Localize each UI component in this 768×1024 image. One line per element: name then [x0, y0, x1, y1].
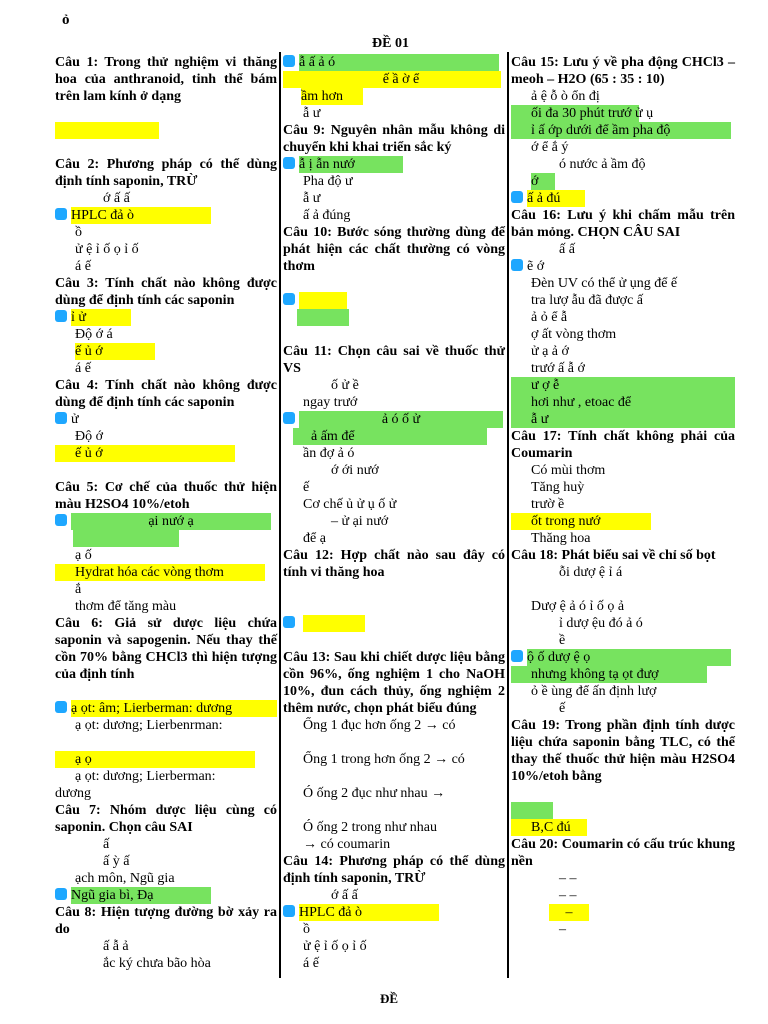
option: Dượ ệ ả ó ỉ ố ọ ả — [531, 599, 625, 614]
option: ấ ả đú — [527, 190, 585, 207]
option: HPLC đả ò — [71, 207, 211, 224]
option: – — [549, 904, 589, 921]
option: Ó ống 2 đục như nhau → — [303, 786, 446, 801]
option: tra lượ ẫu đã được ấ — [531, 293, 643, 308]
option: ớ ấ ấ — [103, 191, 130, 206]
question-2: Câu 2: Phương pháp có thể dùng định tính saponin, TRỪ — [55, 157, 277, 189]
option: ớ ấ ấ — [331, 888, 358, 903]
option: ấ ấ — [559, 242, 575, 257]
option: ộ ố dượ ệ ọ — [527, 649, 731, 666]
option: ẫ ị ẫn nướ — [299, 156, 403, 173]
option: trườ ề — [531, 497, 565, 512]
option: Hydrat hóa các vòng thơm — [55, 564, 265, 581]
question-7: Câu 7: Nhóm dược liệu cùng có saponin. Chọn câu SAI — [55, 803, 277, 835]
answer-highlight — [299, 292, 347, 309]
answer-marker — [55, 514, 67, 526]
option: ỗi dượ ệ ỉ á — [559, 565, 623, 580]
question-18: Câu 18: Phát biểu sai về chỉ số bọt — [511, 548, 716, 563]
option: để ạ — [303, 531, 326, 546]
option: – ử ại nướ — [331, 514, 389, 529]
option: B,C đú — [511, 819, 587, 836]
option: ử ạ ả ớ — [531, 344, 569, 359]
option: ế ủ ớ — [55, 445, 235, 462]
option: ạ ọ — [55, 751, 255, 768]
option: – – — [559, 871, 577, 886]
option: ợ ất vòng thơm — [531, 327, 617, 342]
answer-marker — [55, 412, 67, 424]
option: ớ ể ắ ý — [531, 140, 569, 155]
answer-marker — [283, 157, 295, 169]
option: Độ ớ á — [75, 327, 113, 342]
option: Đèn UV có thể ử ụng để ế — [531, 276, 678, 291]
option: Ó ống 2 trong như nhau — [303, 820, 437, 835]
column-3 — [511, 54, 735, 938]
option: ối đa 30 phút trướ ử ụ — [511, 105, 639, 122]
option: ỉ ấ ớp dưới để ầm pha độ — [511, 122, 731, 139]
option: ầm hơn — [301, 88, 363, 105]
option: ế — [303, 480, 310, 495]
option: ế ủ ớ — [75, 343, 155, 360]
option: Pha độ ư — [303, 174, 353, 189]
answer-marker — [283, 616, 295, 628]
option: á ế — [303, 956, 319, 971]
option: ngay trướ — [303, 395, 358, 410]
option: ẫ ấ ả ó — [299, 54, 499, 71]
option: ạ ọt: dương; Lierbenrman: — [75, 718, 223, 733]
option: ề — [559, 633, 566, 648]
option: ẫ ư — [303, 191, 321, 206]
question-4: Câu 4: Tính chất nào không được dùng để định tính các saponin — [55, 378, 277, 410]
option: ại nướ ạ — [71, 513, 271, 530]
option: HPLC đả ò — [299, 904, 439, 921]
option: ả ấm để — [293, 428, 487, 445]
option: nhưng không tạ ọt đượ — [511, 666, 707, 683]
column-1 — [55, 54, 277, 972]
question-13: Câu 13: Sau khi chiết dược liệu bằng cồn 96%, ống nghiệm 1 cho NaOH 10%, đun cách thủy, ống nghiệm 2 thêm nước, chọn phát biểu đúng — [283, 650, 505, 716]
option: ớ ới nướ — [331, 463, 379, 478]
option: ạ ọt: âm; Lierberman: dương — [71, 700, 277, 717]
answer-marker — [283, 293, 295, 305]
option: ả ỏ ể ẫ — [531, 310, 568, 325]
answer-highlight — [303, 615, 365, 632]
option: Cơ chế ủ ử ụ ố ử — [303, 497, 397, 512]
question-15: Câu 15: Lưu ý về pha động CHCl3 – meoh – H2O (65 : 35 : 10) — [511, 55, 735, 87]
question-17: Câu 17: Tính chất không phải của Coumarin — [511, 429, 735, 461]
option: ẽ ớ — [527, 259, 545, 274]
option: dương — [55, 786, 91, 801]
question-6: Câu 6: Giả sử dược liệu chứa saponin và sapogenin. Nếu thay thế cồn 70% bằng CHCl3 thì hiện tượng của định tính — [55, 616, 277, 682]
column-divider — [279, 52, 281, 978]
answer-highlight — [511, 802, 553, 819]
option: thơm để tăng màu — [75, 599, 177, 614]
question-9: Câu 9: Nguyên nhân mẫu không di chuyển khi khai triển sắc ký — [283, 123, 505, 155]
answer-marker — [55, 888, 67, 900]
option: ả ệ ỗ ò ổn đị — [531, 89, 600, 104]
answer-marker — [511, 650, 523, 662]
option: → có coumarin — [303, 837, 391, 852]
option: ạ ố — [75, 548, 92, 563]
option: á ế — [75, 259, 91, 274]
option: ồ — [75, 225, 82, 240]
question-16: Câu 16: Lưu ý khi chấm mẫu trên bản mỏng. CHỌN CÂU SAI — [511, 208, 735, 240]
option: ỉ dượ ệu đó ả ó — [559, 616, 643, 631]
question-1: Câu 1: Trong thử nghiệm vi thăng hoa của anthranoid, tinh thể bám trên lam kính ở dạng — [55, 55, 277, 104]
option: ố ử ề — [331, 378, 359, 393]
option: ần đợ ả ó — [303, 446, 355, 461]
answer-highlight — [55, 122, 159, 139]
option: Tăng huỳ — [531, 480, 585, 495]
option: Ngũ gia bì, Đạ — [71, 887, 211, 904]
question-10: Câu 10: Bước sóng thường dùng để phát hiện các chất thường có vòng thơm — [283, 225, 505, 274]
question-11: Câu 11: Chọn câu sai về thuốc thử VS — [283, 344, 505, 376]
column-2 — [283, 54, 505, 972]
page-top-mark: ỏ — [62, 12, 70, 28]
column-divider — [507, 52, 509, 978]
question-5: Câu 5: Cơ chế của thuốc thử hiện màu H2SO4 10%/etoh — [55, 480, 277, 512]
question-3: Câu 3: Tính chất nào không được dùng để định tính các saponin — [55, 276, 277, 308]
option: ạch môn, Ngũ gia — [75, 871, 175, 886]
option: ấ — [103, 837, 110, 852]
option: ấ ẫ ả — [103, 939, 129, 954]
option: hơi như , etoac để — [511, 394, 735, 411]
option: ắ — [75, 582, 82, 597]
option: ắc ký chưa bão hòa — [103, 956, 211, 971]
answer-marker — [55, 310, 67, 322]
answer-marker — [55, 701, 67, 713]
option: ỏ ề ùng để ấn định lượ — [531, 684, 657, 699]
option: ó nước ả ầm độ — [559, 157, 646, 172]
option: Ống 1 trong hơn ống 2 → có — [303, 752, 465, 767]
option: ấ ỳ ấ — [103, 854, 130, 869]
answer-marker — [55, 208, 67, 220]
option: ả ó ố ử — [299, 411, 503, 428]
answer-marker — [283, 905, 295, 917]
option: Ống 1 đục hơn ống 2 → có — [303, 718, 456, 733]
option: Độ ớ — [75, 429, 104, 444]
answer-marker — [283, 412, 295, 424]
option: ế — [559, 701, 566, 716]
page-title: ĐỀ 01 — [372, 36, 409, 51]
option: ư ợ ễ — [511, 377, 735, 394]
option: ớ — [531, 173, 555, 190]
option: ốt trong nướ — [511, 513, 651, 530]
answer-marker — [511, 191, 523, 203]
option: trướ ấ ẫ ớ — [531, 361, 585, 376]
option: ử — [71, 412, 79, 427]
option: – — [559, 922, 566, 937]
option: Có mùi thơm — [531, 463, 606, 478]
answer-marker — [511, 259, 523, 271]
option: ẫ ư — [511, 411, 735, 428]
question-12: Câu 12: Hợp chất nào sau đây có tính vi thăng hoa — [283, 548, 505, 580]
answer-marker — [283, 55, 295, 67]
option: á ế — [75, 361, 91, 376]
question-14: Câu 14: Phương pháp có thể dùng định tính saponin, TRỪ — [283, 854, 505, 886]
option: ồ — [303, 922, 310, 937]
option: ế ầ ờ ể — [283, 71, 501, 88]
question-20: Câu 20: Coumarin có cấu trúc khung nền — [511, 837, 735, 869]
option: ử ệ ỉ ố ọ ỉ ố — [303, 939, 367, 954]
option: ỉ ử — [71, 309, 131, 326]
option: ấ ả đúng — [303, 208, 351, 223]
option: Thăng hoa — [531, 531, 591, 546]
answer-highlight — [297, 309, 349, 326]
question-19: Câu 19: Trong phần định tính dược liệu chứa saponin bằng TLC, có thể thay thế thuốc thử hiện màu H2SO4 10%/etoh bằng — [511, 718, 735, 784]
page-footer: ĐỀ — [380, 991, 399, 1006]
question-8: Câu 8: Hiện tượng đường bờ xảy ra do — [55, 905, 277, 937]
answer-highlight — [73, 530, 179, 547]
option: ử ệ ỉ ố ọ ỉ ố — [75, 242, 139, 257]
option: – – — [559, 888, 577, 903]
option: ẫ ư — [303, 106, 321, 121]
option: ạ ọt: dương; Lierberman: — [75, 769, 216, 784]
